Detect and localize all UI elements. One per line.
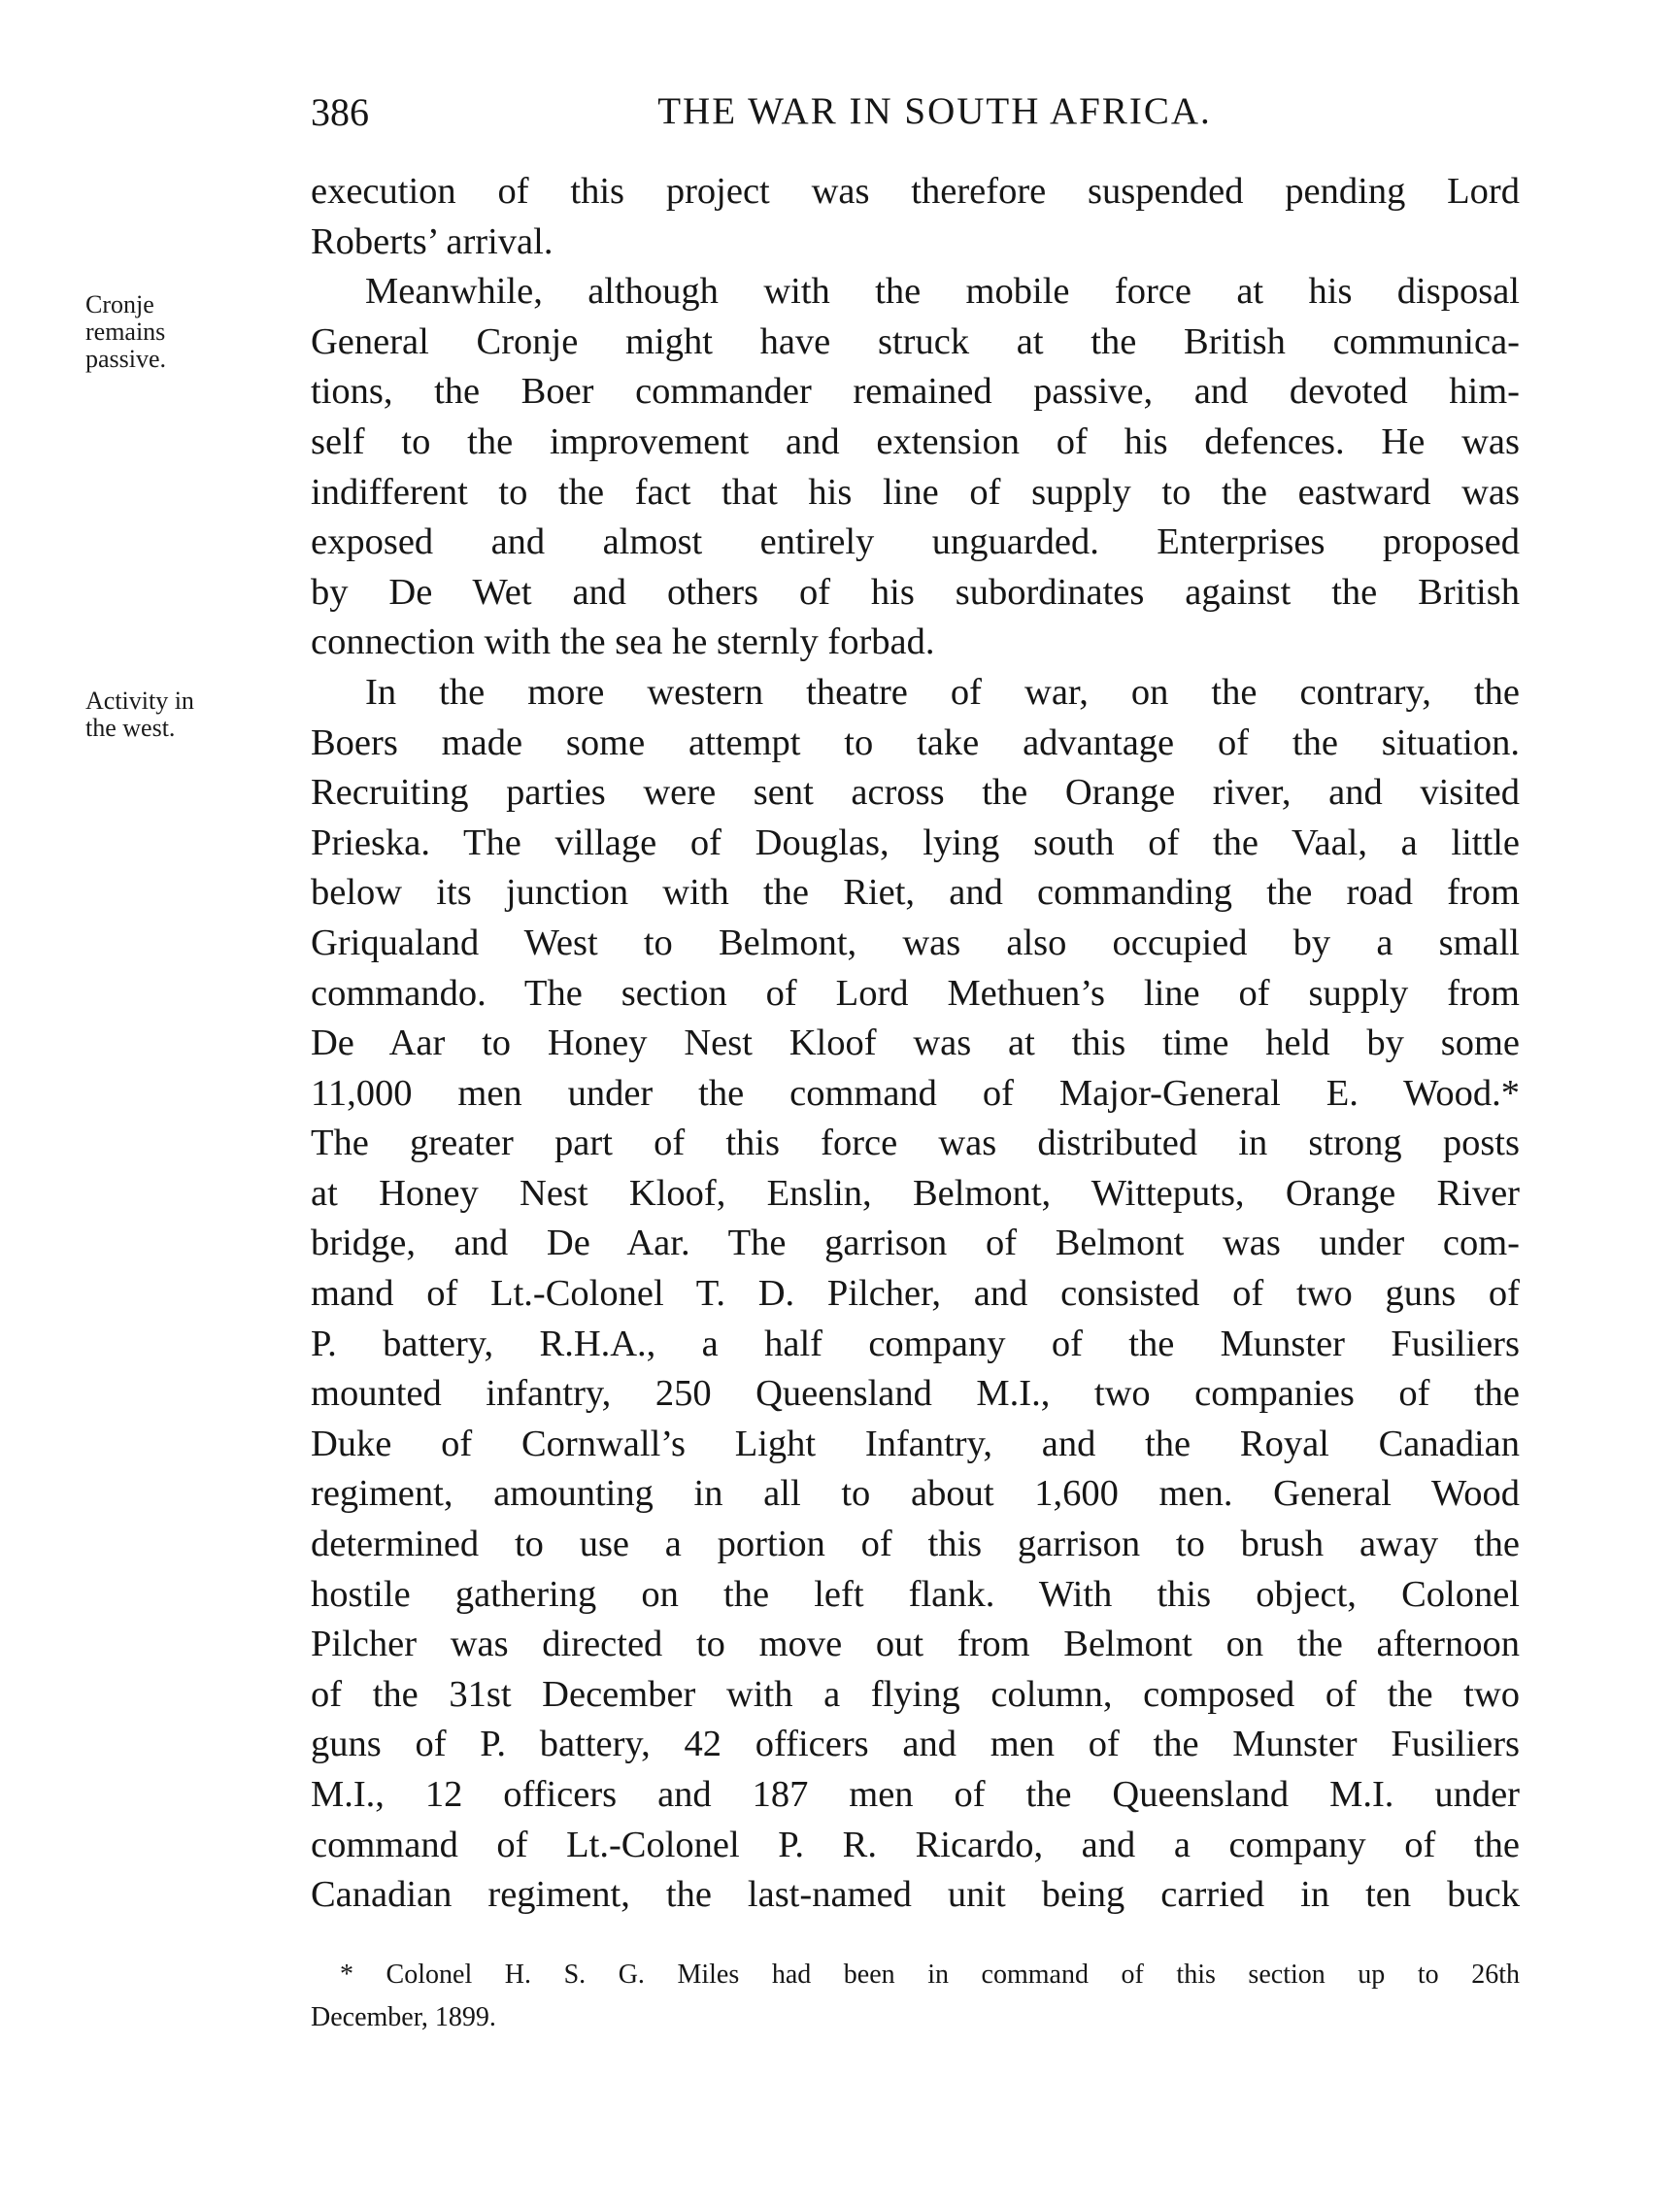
text-line: exposed and almost entirely unguarded. Enterprises proposed [311, 521, 1520, 563]
text-line: Prieska. The village of Douglas, lying south of the Vaal, a little [311, 821, 1520, 863]
text-line: Boers made some attempt to take advantage of the situation. [311, 721, 1520, 763]
margin-note-cronje [85, 291, 280, 373]
paragraph-start-line: Meanwhile, although with the mobile force at his disposal [365, 271, 1520, 313]
text-line: at Honey Nest Kloof, Enslin, Belmont, Witteputs, Orange River [311, 1172, 1520, 1214]
text-line: mounted infantry, 250 Queensland M.I., two companies of the [311, 1373, 1520, 1415]
text-line: by De Wet and others of his subordinates against the British [311, 571, 1520, 613]
text-line: Duke of Cornwall’s Light Infantry, and the Royal Canadian [311, 1423, 1520, 1464]
paragraph-start-line: In the more western theatre of war, on the contrary, the [365, 671, 1520, 713]
text-line: Roberts’ arrival. [311, 220, 554, 262]
text-line: regiment, amounting in all to about 1,600 men. General Wood [311, 1473, 1520, 1515]
text-line: General Cronje might have struck at the British communica- [311, 320, 1520, 362]
margin-note-line: passive. [85, 345, 167, 373]
footnote [311, 1954, 1520, 2039]
margin-note-activity-west [85, 687, 280, 742]
text-line: determined to use a portion of this garrison to brush away the [311, 1524, 1520, 1565]
text-line: of the 31st December with a flying column, composed of the two [311, 1673, 1520, 1715]
running-head [311, 89, 1520, 138]
body-text [311, 167, 1520, 1921]
text-line: Recruiting parties were sent across the Orange river, and visited [311, 772, 1520, 814]
text-line: Pilcher was directed to move out from Belmont on the afternoon [311, 1624, 1520, 1665]
text-line: indifferent to the fact that his line of supply to the eastward was [311, 471, 1520, 513]
text-line: tions, the Boer commander remained passive, and devoted him- [311, 371, 1520, 413]
margin-note-line: Activity in [85, 687, 194, 715]
text-line: mand of Lt.-Colonel T. D. Pilcher, and consisted of two guns of [311, 1273, 1520, 1315]
text-line: self to the improvement and extension of his defences. He was [311, 420, 1520, 462]
text-line: Griqualand West to Belmont, was also occupied by a small [311, 922, 1520, 963]
text-line: P. battery, R.H.A., a half company of the Munster Fusiliers [311, 1323, 1520, 1364]
text-line: command of Lt.-Colonel P. R. Ricardo, and a company of the [311, 1824, 1520, 1865]
text-line: below its junction with the Riet, and commanding the road from [311, 872, 1520, 914]
margin-note-line: Cronje [85, 290, 154, 318]
footnote-line: December, 1899. [311, 2002, 496, 2032]
text-line: De Aar to Honey Nest Kloof was at this time held by some [311, 1022, 1520, 1064]
footnote-line: * Colonel H. S. G. Miles had been in command of this section up to 26th [340, 1960, 1520, 1990]
text-line: hostile gathering on the left flank. With this object, Colonel [311, 1573, 1520, 1615]
running-title: THE WAR IN SOUTH AFRICA. [657, 90, 1212, 132]
text-line: 11,000 men under the command of Major-General E. Wood.* [311, 1072, 1520, 1114]
text-line: commando. The section of Lord Methuen’s line of supply from [311, 972, 1520, 1014]
text-line: connection with the sea he sternly forbad. [311, 621, 935, 663]
page-number: 386 [311, 90, 369, 134]
text-line: The greater part of this force was distributed in strong posts [311, 1123, 1520, 1164]
margin-note-line: the west. [85, 714, 176, 742]
text-line: bridge, and De Aar. The garrison of Belmont was under com- [311, 1223, 1520, 1264]
text-line: M.I., 12 officers and 187 men of the Queensland M.I. under [311, 1774, 1520, 1815]
text-line: Canadian regiment, the last-named unit being carried in ten buck [311, 1874, 1520, 1916]
margin-note-line: remains [85, 318, 166, 346]
text-line: execution of this project was therefore suspended pending Lord [311, 171, 1520, 212]
text-line: guns of P. battery, 42 officers and men of the Munster Fusiliers [311, 1724, 1520, 1765]
